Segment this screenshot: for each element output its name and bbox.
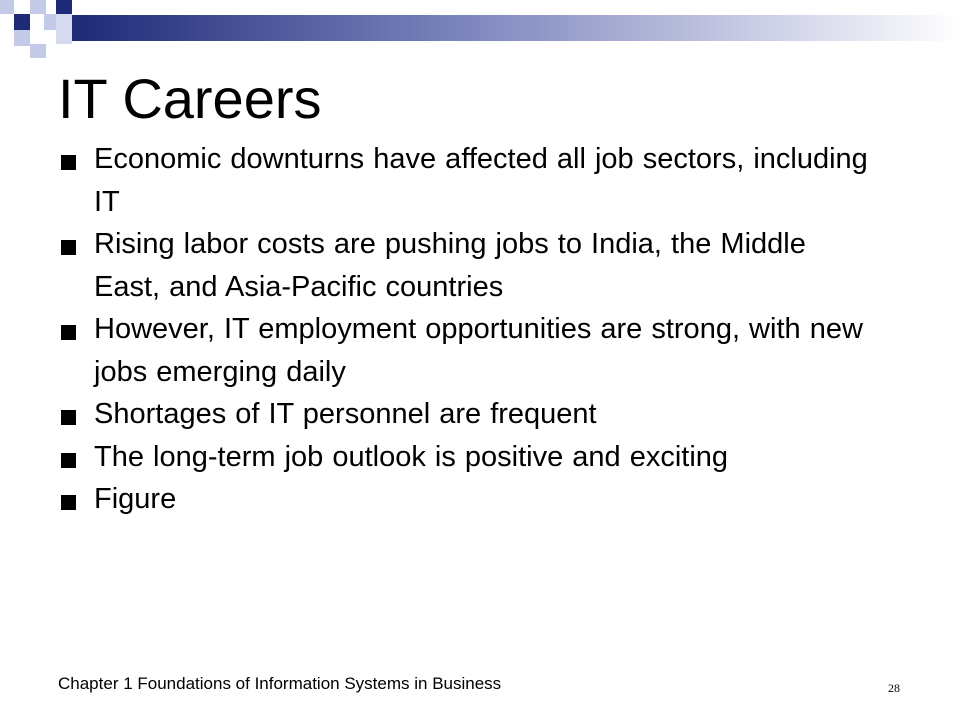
header-gradient-bar xyxy=(72,15,960,41)
header-square xyxy=(14,30,30,46)
header-square xyxy=(14,14,30,30)
bullet-item xyxy=(58,478,878,521)
square-bullet-icon xyxy=(61,155,76,170)
header-square xyxy=(44,14,58,30)
bullet-item xyxy=(58,138,878,223)
bullet-item xyxy=(58,308,878,393)
slide-title: IT Careers xyxy=(58,67,322,130)
bullet-list xyxy=(58,138,878,521)
bullet-text: The long-term job outlook is positive and exciting xyxy=(94,440,729,473)
square-bullet-icon xyxy=(61,325,76,340)
bullet-item xyxy=(58,393,878,436)
bullet-text: Figure xyxy=(94,483,177,515)
bullet-item xyxy=(58,223,878,308)
header-square xyxy=(0,0,14,14)
footer-chapter-text: Chapter 1 Foundations of Information Systems in Business xyxy=(58,674,502,693)
square-bullet-icon xyxy=(61,240,76,255)
square-bullet-icon xyxy=(61,495,76,510)
header-square xyxy=(56,0,72,14)
page-number: 28 xyxy=(888,681,900,695)
bullet-text: Shortages of IT personnel are frequent xyxy=(94,398,597,430)
square-bullet-icon xyxy=(61,410,76,425)
bullet-text: Rising labor costs are pushing jobs to India, the Middle East, and Asia-Pacific countries xyxy=(94,228,806,303)
square-bullet-icon xyxy=(61,453,76,468)
header-square xyxy=(56,14,72,44)
bullet-item xyxy=(58,436,878,479)
bullet-text: Economic downturns have affected all job sectors, including IT xyxy=(94,143,868,218)
header-square xyxy=(30,44,46,58)
header-square xyxy=(30,0,46,14)
header-decoration xyxy=(0,0,960,60)
bullet-text: However, IT employment opportunities are strong, with new jobs emerging daily xyxy=(94,313,863,388)
